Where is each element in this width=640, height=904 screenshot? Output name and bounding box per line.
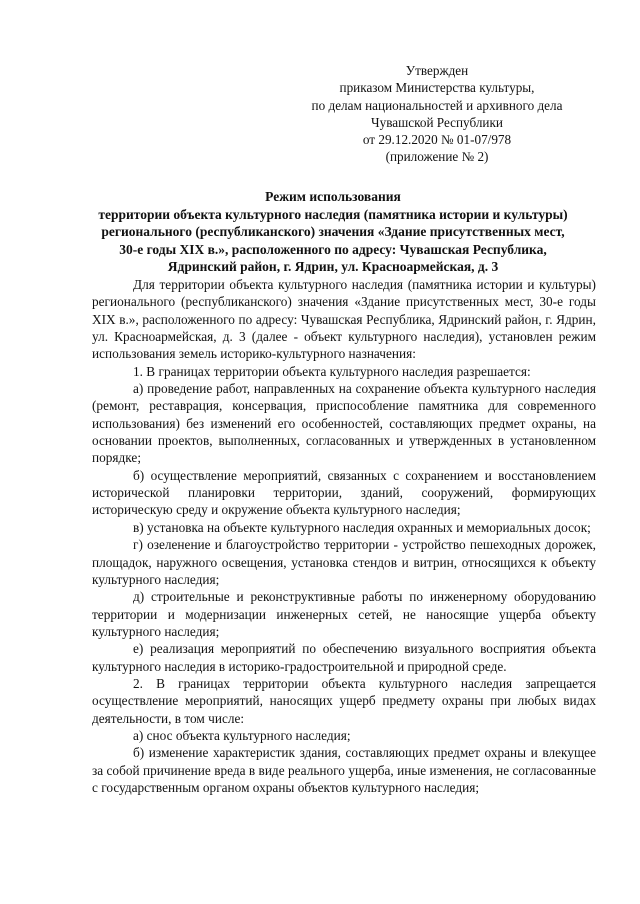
approval-line: Чувашской Республики bbox=[371, 114, 503, 130]
paragraph-item-a: а) проведение работ, направленных на сохранение объекта культурного наследия (ремонт, реставрация, консервация, приспособление памятника для современного использования) без изменений его особенностей, составляющих предмет охраны, на основании проектов, выполненных, согласованных и утвержденных в установленном порядке; bbox=[92, 381, 596, 466]
title-line: территории объекта культурного наследия (памятника истории и культуры) bbox=[98, 206, 568, 222]
paragraph-item-b: б) осуществление мероприятий, связанных с сохранением и восстановлением исторической планировки территории, зданий, сооружений, формирующих историческую среду и окружение объекта культурного наследия; bbox=[92, 467, 596, 518]
approval-line: Утвержден bbox=[405, 63, 469, 78]
paragraph-section-1: 1. В границах территории объекта культурного наследия разрешается: bbox=[133, 363, 531, 379]
paragraph-item-g: г) озеленение и благоустройство территории - устройство пешеходных дорожек, площадок, наружного освещения, установка стендов и витрин, относящихся к объекту культурного наследия; bbox=[92, 537, 596, 587]
approval-stamp bbox=[300, 62, 574, 166]
paragraph-item-d: д) строительные и реконструктивные работы по инженерному оборудованию территории и модернизации инженерных сетей, не наносящие ущерба объекту культурного наследия; bbox=[92, 589, 596, 639]
approval-line: приказом Министерства культуры, bbox=[339, 80, 535, 96]
paragraph-item-a-prohibited: а) снос объекта культурного наследия; bbox=[133, 727, 351, 743]
paragraph-section-2: 2. В границах территории объекта культурного наследия запрещается осуществление мероприятий, наносящих ущерб предмету охраны при любых видах деятельности, в том числе: bbox=[92, 675, 596, 726]
paragraph-item-e: е) реализация мероприятий по обеспечению визуального восприятия объекта культурного наследия в историко-градостроительной и природной среде. bbox=[92, 641, 596, 674]
paragraph-intro: Для территории объекта культурного наследия (памятника истории и культуры) регионального (республиканского) значения «Здание присутственных мест, 30-е годы XIX в.», расположенного по адресу: Чувашская Республика, Ядринский район, г. Ядрин, ул. Красноармейская, д. 3 (далее - объект культурного наследия), установлен режим использования земель историко-культурного назначения: bbox=[92, 277, 596, 362]
approval-line: по делам национальностей и архивного дела bbox=[311, 97, 563, 113]
title-line: Ядринский район, г. Ядрин, ул. Красноармейская, д. 3 bbox=[167, 259, 499, 275]
title-line: регионального (республиканского) значения «Здание присутственных мест, bbox=[101, 224, 565, 240]
paragraph-item-b-prohibited: б) изменение характеристик здания, составляющих предмет охраны и влекущее за собой причинение вреда в виде реального ущерба, иные изменения, не согласованные с государственным органом охраны объектов культурного наследия; bbox=[92, 745, 596, 795]
document-body bbox=[92, 276, 596, 796]
title-line: Режим использования bbox=[265, 189, 401, 204]
document-title bbox=[64, 188, 602, 276]
title-line: 30-е годы XIX в.», расположенного по адресу: Чувашская Республика, bbox=[119, 241, 547, 257]
approval-line: от 29.12.2020 № 01-07/978 bbox=[362, 132, 512, 148]
approval-line: (приложение № 2) bbox=[385, 149, 489, 165]
paragraph-item-v: в) установка на объекте культурного наследия охранных и мемориальных досок; bbox=[133, 519, 591, 535]
